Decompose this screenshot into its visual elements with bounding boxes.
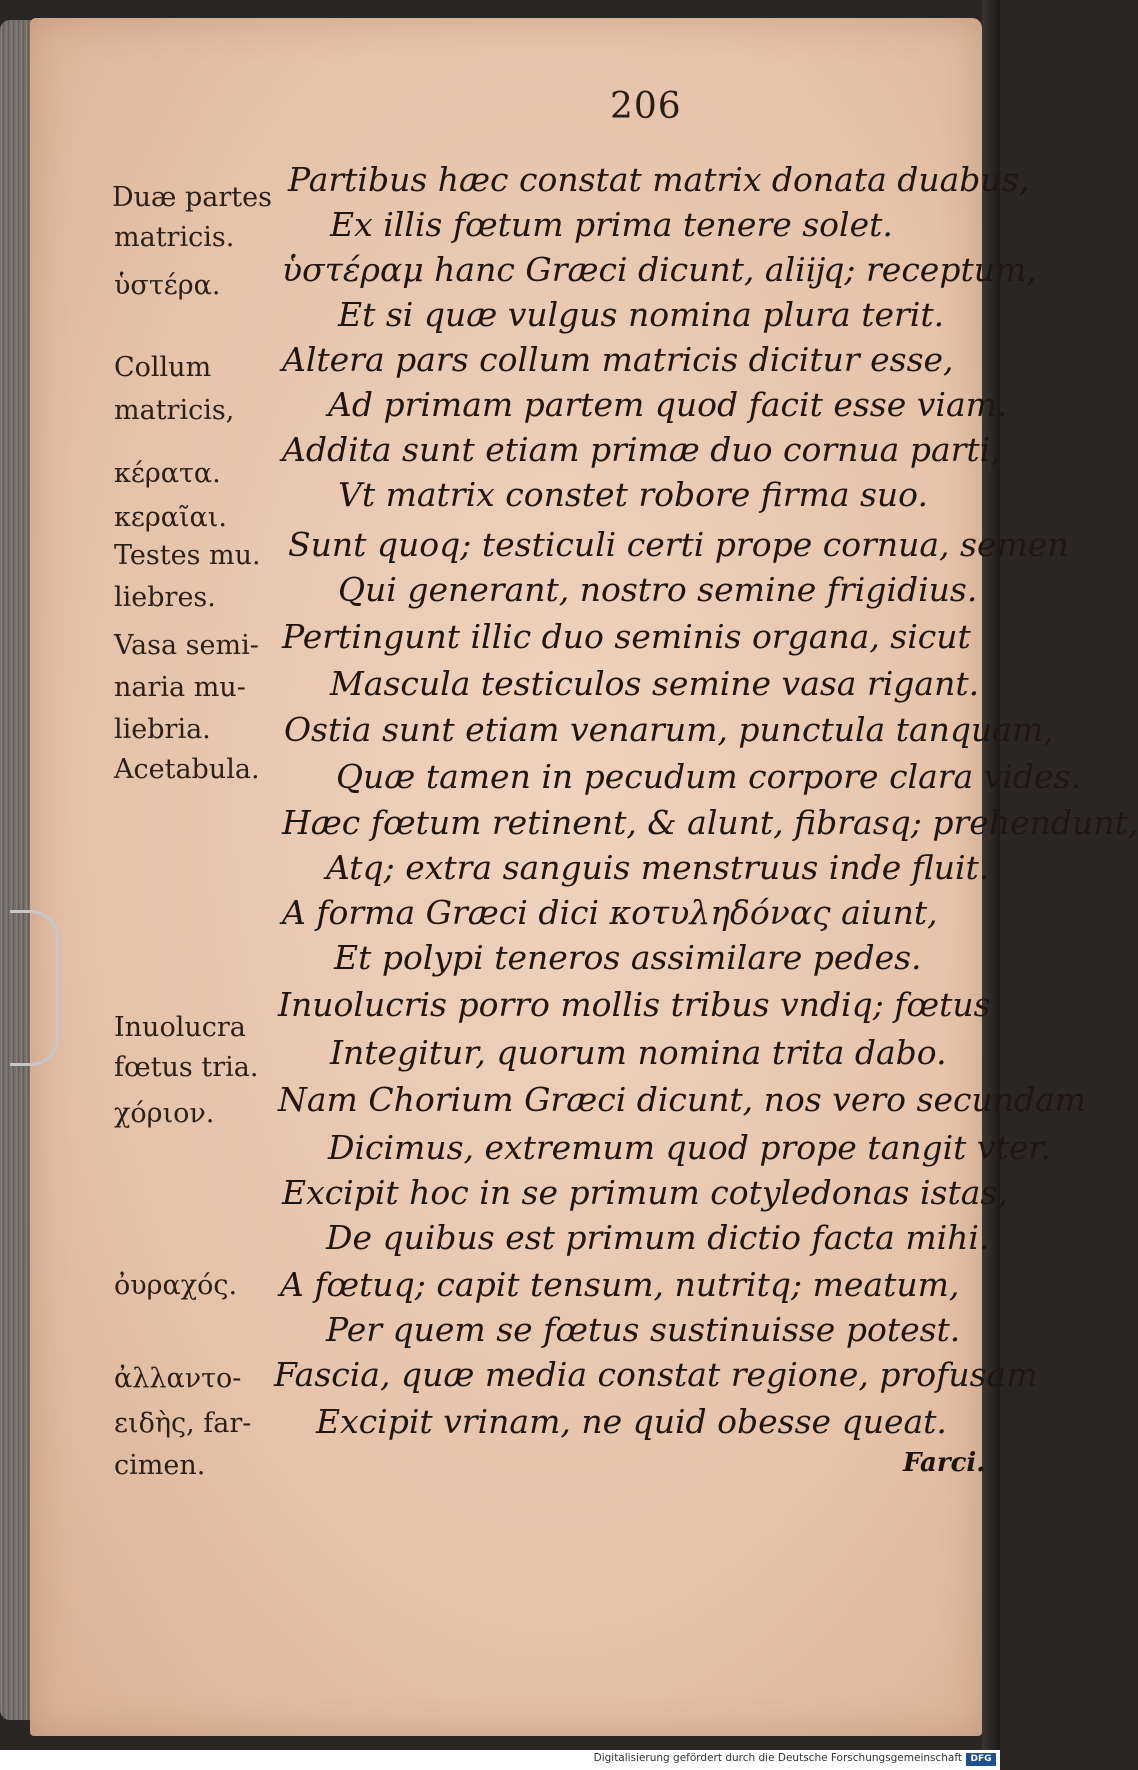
page-number: 206 [610,86,682,127]
margin-note: κεραῖαι. [114,502,227,533]
verse-line: Vt matrix constet robore firma suo. [338,475,928,514]
verse-line: Qui generant, nostro semine frigidius. [338,570,978,609]
margin-note: Inuolucra [114,1012,246,1043]
margin-note: Testes mu. [114,540,261,571]
verse-line: Quæ tamen in pecudum corpore clara vides. [336,757,1081,796]
verse-line: Fascia, quæ media constat regione, profusam [274,1355,1038,1394]
margin-note: matricis. [114,222,235,253]
verse-line: Dicimus, extremum quod prope tangit vter. [328,1128,1052,1167]
verse-line: Sunt quoq; testiculi certi prope cornua, semen [288,525,1069,564]
verse-line: Partibus hæc constat matrix donata duabus, [288,160,1030,199]
margin-note: κέρατα. [114,458,221,489]
verse-line: Ostia sunt etiam venarum, punctula tanquam, [284,710,1054,749]
verse-line: Et si quæ vulgus nomina plura terit. [338,295,945,334]
verse-line: Et polypi teneros assimilare pedes. [334,938,922,977]
verse-line: Excipit vrinam, ne quid obesse queat. [316,1402,947,1441]
margin-note: fœtus tria. [114,1052,259,1083]
margin-note: cimen. [114,1450,206,1481]
verse-line: Ad primam partem quod facit esse viam. [328,385,1008,424]
dfg-logo: DFG [966,1753,996,1766]
verse-line: Pertingunt illic duo seminis organa, sicut [282,617,971,656]
verse-line: Inuolucris porro mollis tribus vndiq; fœtus [278,985,991,1024]
margin-note: Vasa semi- [114,630,259,661]
margin-note: ἀλλαντο- [114,1363,242,1394]
verse-line: Nam Chorium Græci dicunt, nos vero secundam [278,1080,1087,1119]
verse-line: Altera pars collum matricis dicitur esse, [282,340,954,379]
bookmark-ribbon [10,910,59,1066]
verse-line: De quibus est primum dictio facta mihi. [326,1218,990,1257]
verse-line: Ex illis fœtum prima tenere solet. [330,205,893,244]
margin-note: ὀυραχός. [114,1270,238,1301]
verse-line: Mascula testiculos semine vasa rigant. [330,664,980,703]
verse-line: A fœtuq; capit tensum, nutritq; meatum, [280,1265,960,1304]
margin-note: Duæ partes [112,182,272,213]
footer-credit: Digitalisierung gefördert durch die Deutsche Forschungsgemeinschaft [593,1752,962,1764]
verse-line: Atq; extra sanguis menstruus inde fluit. [326,848,990,887]
verse-line: ὑστέραμ hanc Græci dicunt, aliĳq; receptum, [282,250,1037,289]
margin-note: χόριον. [114,1098,215,1129]
margin-note: Acetabula. [114,754,260,785]
margin-note: liebria. [114,714,211,745]
verse-line: Per quem se fœtus sustinuisse potest. [326,1310,961,1349]
verse-line: Integitur, quorum nomina trita dabo. [330,1033,947,1072]
verse-line: A forma Græci dici κοτυληδόνας aiunt, [282,893,938,932]
verse-line: Excipit hoc in se primum cotyledonas istas, [282,1173,1008,1212]
catchword: Farci. [903,1448,986,1478]
digitization-footer [0,1750,1000,1770]
verse-line: Hæc fœtum retinent, & alunt, fibrasq; prehendunt, [282,803,1138,842]
margin-note: liebres. [114,582,216,613]
margin-note: Collum [114,352,212,383]
margin-note: ὑστέρα. [114,270,221,301]
margin-note: naria mu- [114,672,246,703]
margin-note: matricis, [114,395,235,426]
verse-line: Addita sunt etiam primæ duo cornua parti, [282,430,1001,469]
margin-note: ειδὴς, far- [114,1408,252,1439]
